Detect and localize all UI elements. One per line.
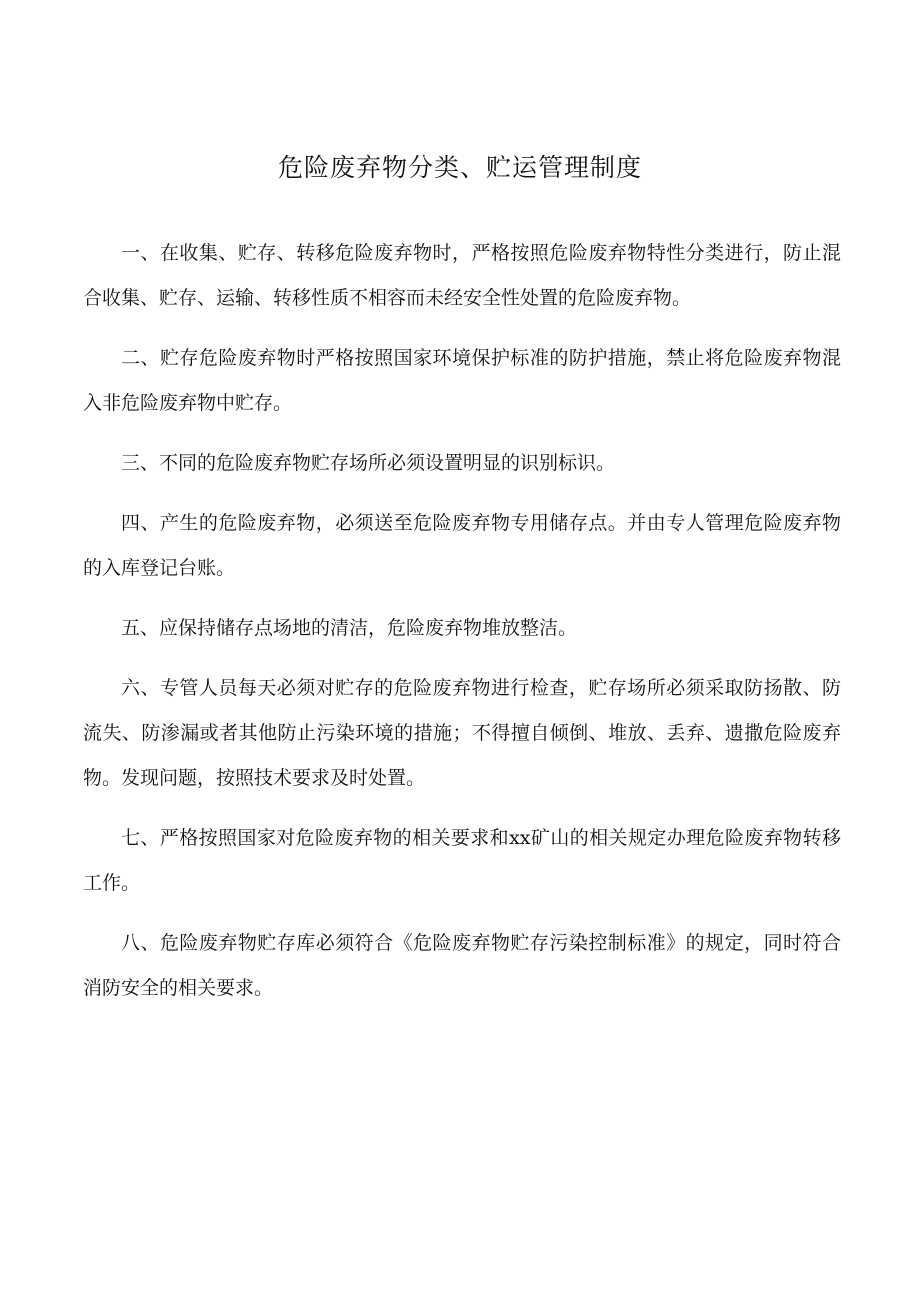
clause-list <box>83 231 841 1026</box>
clause-3: 三、不同的危险废弃物贮存场所必须设置明显的识别标识。 <box>121 452 616 474</box>
clause-7: 七、严格按照国家对危险废弃物的相关要求和xx矿山的相关规定办理危险废弃物转移工作。 <box>83 827 841 894</box>
clause-4: 四、产生的危险废弃物，必须送至危险废弃物专用储存点。并由专人管理危险废弃物的入库登记台账。 <box>83 512 841 579</box>
document-title: 危险废弃物分类、贮运管理制度 <box>277 153 642 182</box>
clause-5: 五、应保持储存点场地的清洁，危险废弃物堆放整洁。 <box>121 617 578 639</box>
clause-6: 六、专管人员每天必须对贮存的危险废弃物进行检查，贮存场所必须采取防扬散、防流失、防渗漏或者其他防止污染环境的措施；不得擅自倾倒、堆放、丢弃、遗撒危险废弃物。发现问题，按照技术要求及时处置。 <box>83 677 841 789</box>
clause-1: 一、在收集、贮存、转移危险废弃物时，严格按照危险废弃物特性分类进行，防止混合收集、贮存、运输、转移性质不相容而未经安全性处置的危险废弃物。 <box>83 242 841 309</box>
clause-8: 八、危险废弃物贮存库必须符合《危险废弃物贮存污染控制标准》的规定，同时符合消防安全的相关要求。 <box>83 932 841 999</box>
clause-2: 二、贮存危险废弃物时严格按照国家环境保护标准的防护措施，禁止将危险废弃物混入非危险废弃物中贮存。 <box>83 347 841 414</box>
